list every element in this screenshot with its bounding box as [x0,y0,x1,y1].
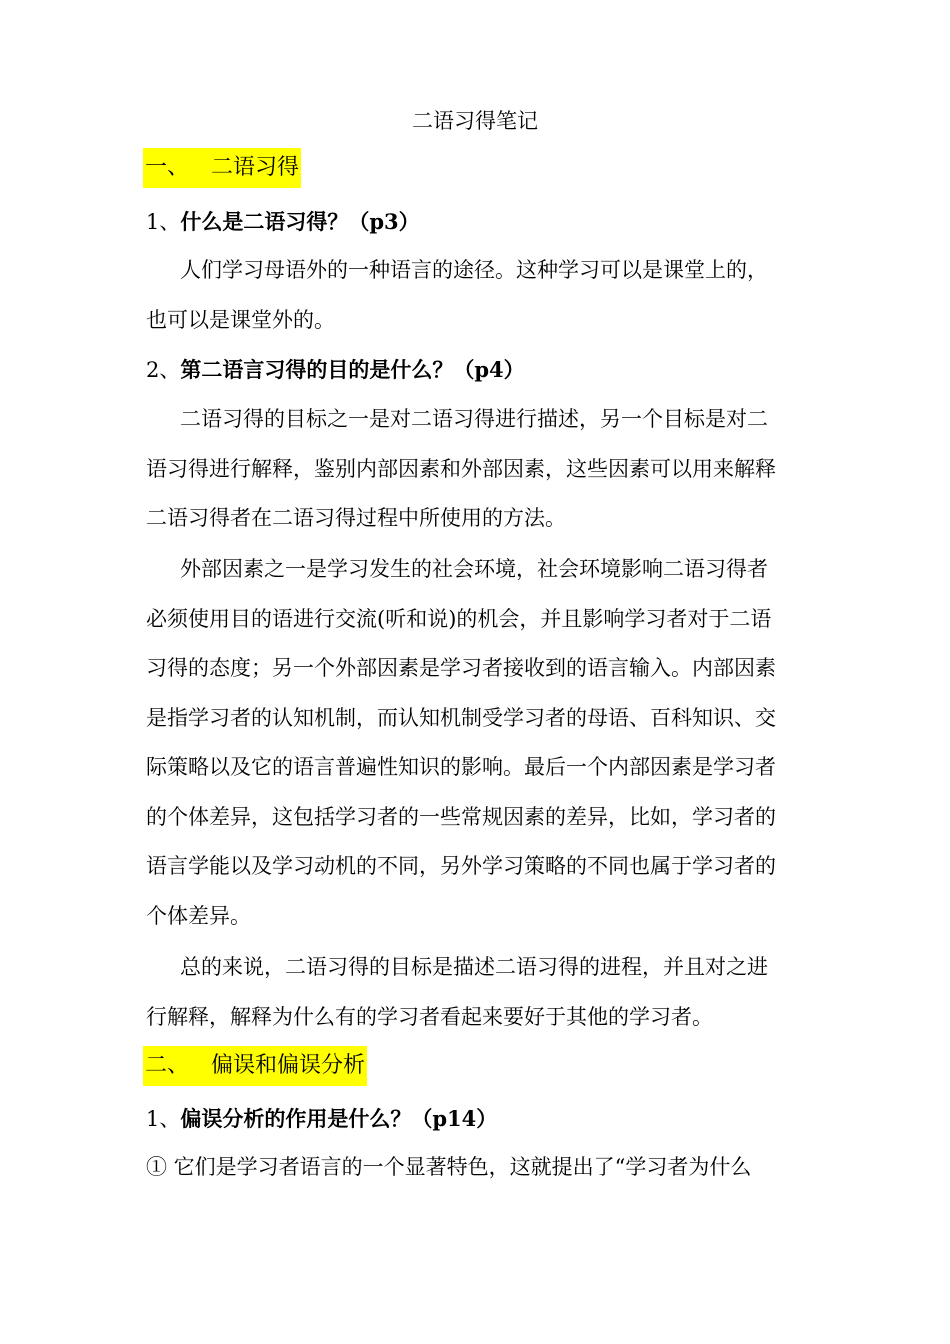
section-title: 二语习得 [211,155,300,180]
paragraph-line: 也可以是课堂外的。 [146,307,335,332]
paragraph-1 [146,246,820,345]
paragraph-3 [146,545,820,941]
question-heading-3 [146,1104,497,1134]
paragraph-line: 个体差异。 [146,903,251,928]
paragraph-line: 总的来说，二语习得的目标是描述二语习得的进程，并且对之进 [180,955,768,979]
section-title: 偏误和偏误分析 [211,1053,366,1078]
question-number: 1、 [146,1107,181,1131]
paragraph-line: ① 它们是学习者语言的一个显著特色，这就提出了“学习者为什么 [146,1155,752,1179]
question-number: 2、 [146,358,181,382]
section-heading-1 [143,148,301,188]
document-title: 二语习得笔记 [412,109,538,133]
paragraph-line: 语习得进行解释，鉴别内部因素和外部因素，这些因素可以用来解释 [146,456,776,481]
question-text: 什么是二语习得？（p3） [180,209,420,234]
paragraph-line: 是指学习者的认知机制，而认知机制受学习者的母语、百科知识、交 [146,705,776,730]
question-text: 第二语言习得的目的是什么？（p4） [180,357,525,382]
paragraph-line: 外部因素之一是学习发生的社会环境，社会环境影响二语习得者 [180,557,768,581]
paragraph-line: 习得的态度；另一个外部因素是学习者接收到的语言输入。内部因素 [146,656,776,680]
paragraph-4 [146,943,820,1042]
section-number: 二、 [145,1053,190,1078]
paragraph-5 [146,1143,820,1193]
section-heading-2 [143,1046,367,1086]
paragraph-line: 二语习得者在二语习得过程中所使用的方法。 [146,506,566,530]
paragraph-2 [146,395,820,544]
question-number: 1、 [146,210,181,234]
paragraph-line: 必须使用目的语进行交流(听和说)的机会，并且影响学习者对于二语 [146,606,772,631]
paragraph-line: 行解释，解释为什么有的学习者看起来要好于其他的学习者。 [146,1004,713,1029]
paragraph-line: 际策略以及它的语言普遍性知识的影响。最后一个内部因素是学习者 [146,755,776,779]
paragraph-line: 二语习得的目标之一是对二语习得进行描述，另一个目标是对二 [180,407,768,431]
paragraph-line: 语言学能以及学习动机的不同，另外学习策略的不同也属于学习者的 [146,854,776,878]
question-heading-1 [146,207,420,237]
paragraph-line: 人们学习母语外的一种语言的途径。这种学习可以是课堂上的， [180,258,768,282]
question-heading-2 [146,355,525,385]
paragraph-line: 的个体差异，这包括学习者的一些常规因素的差异，比如，学习者的 [146,804,776,829]
section-number: 一、 [145,155,190,180]
question-text: 偏误分析的作用是什么？（p14） [180,1106,498,1131]
